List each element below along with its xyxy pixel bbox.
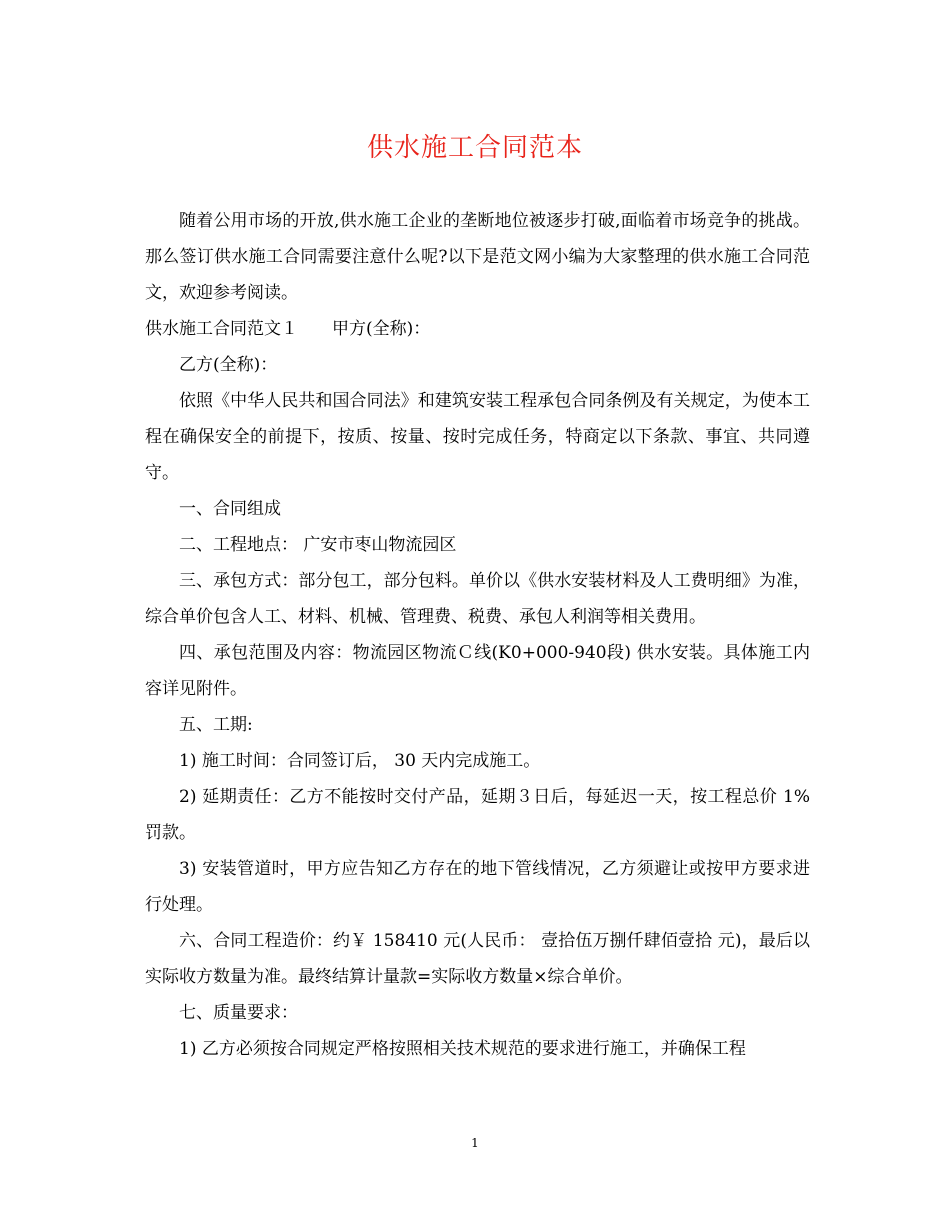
- clause-6-contract-price: 六、合同工程造价：约￥ 158410 元(人民币： 壹拾伍万捌仟肆佰壹拾 元)，最后以实际收方数量为准。最终结算计量款=实际收方数量×综合单价。: [145, 931, 810, 987]
- page-number: 1: [471, 1136, 479, 1150]
- clause-4-scope: 四、承包范围及内容：物流园区物流Ｃ线(K0+000-940段) 供水安装。具体施工内容详见附件。: [145, 643, 810, 699]
- paragraph-party-a: 供水施工合同范文１ 甲方(全称)：: [145, 319, 431, 339]
- document-title: 供水施工合同范本: [366, 133, 583, 163]
- document-body: [145, 203, 810, 1067]
- paragraph-legal-basis: 依照《中华人民共和国合同法》和建筑安装工程承包合同条例及有关规定，为使本工程在确保安全的前提下，按质、按量、按时完成任务，特商定以下条款、事宜、共同遵守。: [145, 391, 810, 483]
- clause-5-item-1: 1) 施工时间：合同签订后， 30 天内完成施工。: [179, 751, 541, 771]
- clause-5-item-3: 3) 安装管道时，甲方应告知乙方存在的地下管线情况，乙方须避让或按甲方要求进行处理。: [145, 859, 810, 915]
- clause-7-quality: 七、质量要求：: [179, 1003, 298, 1023]
- clause-5-schedule: 五、工期:: [179, 715, 253, 735]
- clause-3-contract-method: 三、承包方式：部分包工，部分包料。单价以《供水安装材料及人工费明细》为准，综合单价包含人工、材料、机械、管理费、税费、承包人利润等相关费用。: [145, 571, 810, 627]
- paragraph-party-b: 乙方(全称)：: [179, 355, 278, 375]
- paragraph-intro: 随着公用市场的开放,供水施工企业的垄断地位被逐步打破,面临着市场竞争的挑战。那么签订供水施工合同需要注意什么呢?以下是范文网小编为大家整理的供水施工合同范文，欢迎参考阅读。: [145, 211, 810, 303]
- clause-7-item-1: 1) 乙方必须按合同规定严格按照相关技术规范的要求进行施工，并确保工程: [179, 1039, 746, 1059]
- clause-2-location: 二、工程地点： 广安市枣山物流园区: [179, 535, 457, 555]
- clause-5-item-2: 2) 延期责任：乙方不能按时交付产品，延期３日后，每延迟一天，按工程总价 1%罚款。: [145, 787, 810, 843]
- clause-1-contract-composition: 一、合同组成: [179, 499, 281, 519]
